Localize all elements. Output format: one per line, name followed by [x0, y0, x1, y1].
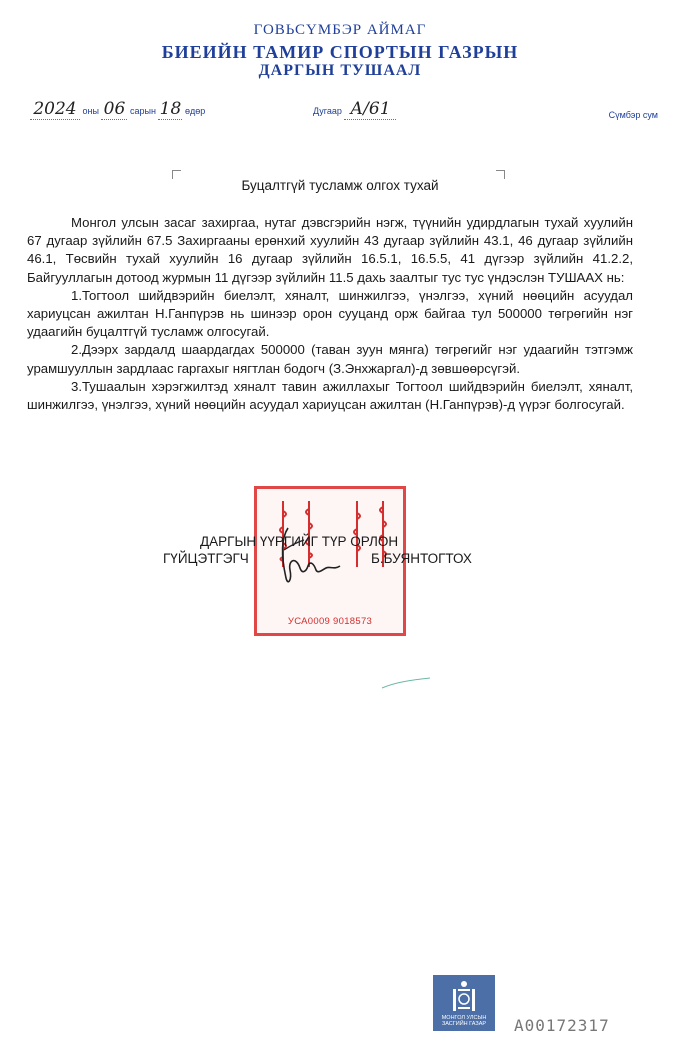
government-emblem [433, 975, 495, 1031]
date-day-suffix: өдөр [184, 106, 206, 116]
preamble-paragraph: Монгол улсын засаг захиргаа, нутаг дэвсгэрийн нэгж, түүнийн удирдлагын тухай хуулийн 67 дугаар зүйлийн 67.5 Захиргааны ерөнхий хуулийн 43 дугаар зүйлийн 43.1, 46 дугаар зүйлийн 46.1, Төсвийн тухай хуулийн 16 дугаар зүйлийн 16.5.1, 16.5.5, 41 дүгээр зүйлийн 41.2.2, Байгууллагын дотоод журмын 11 дүгээр зүйлийн 11.5 дахь заалтыг тус тус үндэслэн ТУШААХ нь: [27, 215, 633, 285]
signatory-title-line2: ГҮЙЦЭТГЭГЧ [163, 551, 249, 566]
clause-2: 2.Дээрх зардалд шаардагдах 500000 (таван зуун мянга) төгрөгийг нэг удаагийн тэтгэмж урамшууллын зардлаас гаргахыг нягтлан бодогч (З.Энхжаргал)-д зөвшөөрсүгэй. [27, 342, 633, 376]
dateline [30, 100, 658, 126]
soyombo-icon [449, 979, 479, 1015]
date-year-suffix: оны [82, 106, 99, 116]
emblem-text-line1: МОНГОЛ УЛСЫН [441, 1015, 487, 1021]
emblem-text-line2: ЗАСГИЙН ГАЗАР [441, 1021, 487, 1027]
header-province: ГОВЬСҮМБЭР АЙМАГ [253, 22, 427, 38]
date-year: 2024 [30, 99, 80, 120]
header-organization: БИЕИЙН ТАМИР СПОРТЫН ГАЗРЫН [161, 42, 519, 62]
date-month-suffix: сарын [130, 106, 156, 116]
date-month: 06 [101, 99, 127, 120]
pen-mark [380, 676, 432, 690]
signatory-title-line1: ДАРГЫН ҮҮРГИЙГ ТҮР ОРЛОН [200, 534, 399, 549]
signatory-name: Б.БУЯНТОГТОХ [371, 551, 472, 566]
header-order-title: ДАРГЫН ТУШААЛ [258, 62, 422, 79]
place: Сүмбэр сум [608, 110, 658, 120]
clause-3: 3.Тушаалын хэрэгжилтэд хяналт тавин ажиллахыг Тогтоол шийдвэрийн биелэлт, хяналт, шинжилгээ, үнэлгээ, хүний нөөцийн асуудал хариуцсан ажилтан (Н.Ганпүрэв)-д үүрэг болгосугай. [27, 378, 633, 413]
order-body [27, 214, 633, 414]
date-day: 18 [159, 99, 182, 119]
order-subject: Буцалтгүй тусламж олгох тухай [241, 178, 439, 193]
stamp-code: УСА0009 9018573 [287, 616, 373, 627]
order-number-label: Дугаар [313, 106, 342, 116]
clause-1: 1.Тогтоол шийдвэрийн биелэлт, хяналт, шинжилгээ, үнэлгээ, хүний нөөцийн асуудал хариуцсан ажилтан Н.Ганпүрэв нь шинээр орон сууцанд орж байгаа тул 500000 төгрөгийн нэг удаагийн буцалтгүй тусламж олгосугай. [27, 287, 633, 340]
handwritten-signature [270, 520, 350, 595]
document-serial-number: A00172317 [514, 1016, 610, 1035]
order-number: А/61 [344, 99, 396, 120]
